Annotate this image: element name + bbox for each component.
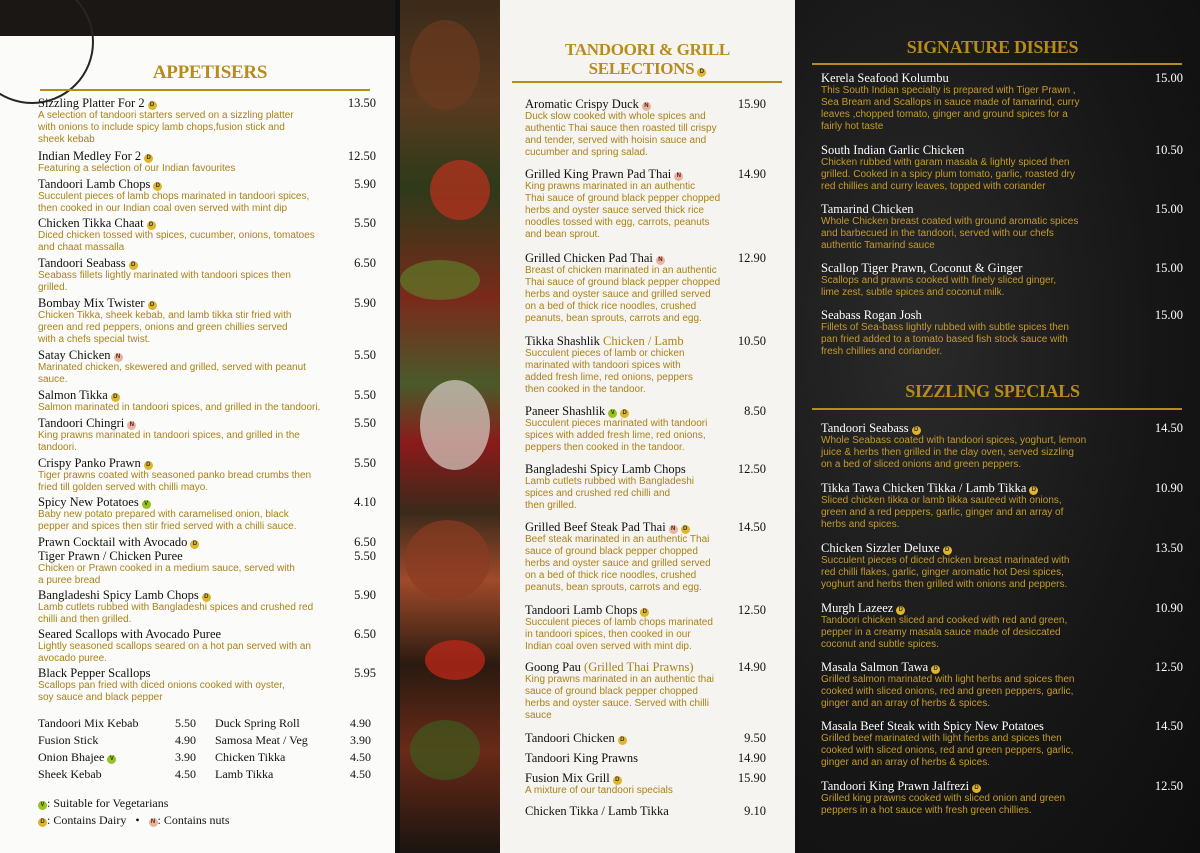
menu-item-name: Grilled Beef Steak Pad Thai N D <box>525 520 766 534</box>
menu-item <box>821 421 1183 471</box>
menu-item-name: Spicy New Potatoes V <box>38 495 376 509</box>
menu-item-name: Crispy Panko Prawn D <box>38 456 376 470</box>
menu-item-price: 14.50 <box>1154 421 1183 435</box>
menu-item-name: Tandoori King Prawns <box>525 751 639 765</box>
menu-item-description: herbs and oyster sauce and grilled served <box>525 289 711 300</box>
menu-item-description: Fillets of Sea-bass lightly rubbed with subtle spices then <box>821 322 1069 333</box>
signature-title: SIGNATURE DISHES <box>906 37 1079 57</box>
menu-item-description: then grilled. <box>525 500 577 511</box>
mini-item-name: Chicken Tikka <box>215 750 286 764</box>
appetisers-title: APPETISERS <box>152 62 268 83</box>
menu-item-description: Salmon marinated in tandoori spices, and grilled in the tandoori. <box>38 402 321 413</box>
dairy-icon: D <box>148 301 157 310</box>
menu-item-name: Goong Pau (Grilled Thai Prawns) <box>525 660 694 674</box>
menu-item-price: 5.90 <box>354 177 376 191</box>
menu-item-name: Bombay Mix Twister D <box>38 296 376 310</box>
menu-item-description: Tiger prawns coated with seasoned panko bread crumbs then <box>38 470 312 481</box>
menu-item-description: cooked with sliced onions, red and green peppers, garlic, <box>821 745 1074 756</box>
menu-item-name: Seabass Rogan Josh <box>821 308 922 322</box>
mini-item-name: Duck Spring Roll <box>215 716 300 730</box>
food-photo-strip <box>400 0 500 853</box>
mini-item-price: 4.90 <box>175 733 196 747</box>
menu-item-description: pan fried added to a tomato based fish stock sauce with <box>821 334 1068 345</box>
menu-item-description: Sea Bream and Scallops in sauce made of tamarind, curry <box>821 97 1080 108</box>
mini-item-name: Tandoori Mix Kebab <box>38 716 139 730</box>
dairy-icon: D <box>144 461 153 470</box>
tandoori-title: TANDOORI & GRILL SELECTIONS D <box>565 40 730 78</box>
menu-item-description: Baby new potato prepared with caramelised onion, black <box>38 509 289 520</box>
menu-item <box>821 143 1183 193</box>
menu-item <box>38 666 376 704</box>
menu-item-description: on a bed of thick rice noodles, crushed <box>525 301 697 312</box>
menu-item <box>525 334 766 396</box>
menu-item-price: 15.90 <box>737 97 766 111</box>
nuts-icon: N <box>656 256 665 265</box>
dairy-icon: D <box>38 818 47 827</box>
menu-item-description: and chaat massalla <box>38 242 125 253</box>
menu-item-description: and bean sprout. <box>525 229 601 240</box>
menu-item-description: leaves ,chopped tomato, ginger and ground spices for a <box>821 109 1068 120</box>
nuts-icon: N <box>674 172 683 181</box>
mini-item-price: 4.50 <box>175 767 196 781</box>
dairy-icon: D <box>931 665 940 674</box>
legend-allergens: D : Contains Dairy • N : Contains nuts <box>38 813 230 828</box>
menu-item-description: Lamb cutlets rubbed with Bangladeshi spices and crushed red <box>38 602 314 613</box>
menu-item <box>525 804 766 818</box>
menu-item-description: coconut and subtle spices. <box>821 639 939 650</box>
menu-item-name: Black Pepper Scallops <box>38 666 151 680</box>
menu-item-price: 10.90 <box>1154 601 1183 615</box>
menu-item-description: spices and crushed red chilli and <box>525 488 671 499</box>
menu-item-description: Beef steak marinated in an authentic Thai <box>525 534 710 545</box>
vegetarian-icon: V <box>142 500 151 509</box>
menu-item-description: Chicken or Prawn cooked in a medium sauce, served with <box>38 563 295 574</box>
menu-item <box>821 202 1183 252</box>
sizzling-title-rule <box>812 408 1182 410</box>
menu-item-description: yoghurt and herbs then grilled with onions and peppers. <box>821 579 1068 590</box>
menu-item-description: on a bed of thick rice noodles, crushed <box>525 570 697 581</box>
tandoori-grill-panel <box>500 0 795 853</box>
dairy-icon: D <box>896 606 905 615</box>
menu-item <box>525 660 766 722</box>
menu-item-description: sauce. <box>38 374 68 385</box>
menu-item <box>38 549 376 587</box>
menu-item-description: avocado puree. <box>38 653 107 664</box>
menu-item-description: Lightly seasoned scallops seared on a hot pan served with an <box>38 641 311 652</box>
menu-item <box>821 779 1183 817</box>
mini-item-price: 3.90 <box>175 750 196 764</box>
menu-item-name: Paneer Shashlik V D <box>525 404 766 418</box>
menu-item-description: with onions to include spicy lamb chops,fusion stick and <box>38 122 285 133</box>
menu-item-price: 4.10 <box>354 495 376 509</box>
menu-item-price: 5.50 <box>354 549 376 563</box>
menu-item-name: Masala Beef Steak with Spicy New Potatoes <box>821 719 1044 733</box>
menu-item-name: Bangladeshi Spicy Lamb Chops <box>525 462 686 476</box>
menu-item <box>38 296 376 346</box>
menu-item-description: herbs and oyster sauce served thick rice <box>525 205 704 216</box>
nuts-icon: N <box>669 525 678 534</box>
mini-item-price: 5.50 <box>175 716 196 730</box>
menu-item-price: 12.50 <box>347 149 376 163</box>
menu-item-price: 6.50 <box>354 256 376 270</box>
menu-item <box>525 404 766 454</box>
menu-item-description: Succulent pieces of diced chicken breast marinated with <box>821 555 1070 566</box>
menu-item-description: Scallops pan fried with diced onions cooked with oyster, <box>38 680 285 691</box>
menu-item-description: This South Indian specialty is prepared with Tiger Prawn , <box>821 85 1076 96</box>
menu-item-price: 12.50 <box>737 462 766 476</box>
menu-item-description: sauce of ground black pepper chopped <box>525 546 698 557</box>
menu-item-name: Tandoori Seabass D <box>38 256 376 270</box>
menu-item-description: Thai sauce of ground black pepper chopped <box>525 277 721 288</box>
menu-item-price: 5.50 <box>354 416 376 430</box>
menu-item-description: authentic Thai sauce then roasted till crispy <box>525 123 717 134</box>
menu-item-description: Grilled salmon marinated with light herbs and spices then <box>821 674 1075 685</box>
menu-item-description: Whole Seabass coated with tandoori spices, yoghurt, lemon <box>821 435 1087 446</box>
dairy-icon: D <box>111 393 120 402</box>
appetisers-panel <box>0 0 395 853</box>
dairy-icon: D <box>144 154 153 163</box>
menu-item-description: Seabass fillets lightly marinated with tandoori spices then <box>38 270 291 281</box>
menu-item-description: grilled. <box>38 282 68 293</box>
menu-item-description: sauce <box>525 710 552 721</box>
menu-item <box>821 541 1183 591</box>
mini-item-price: 4.50 <box>350 767 371 781</box>
menu-item-price: 15.00 <box>1154 71 1183 85</box>
menu-item-description: added fresh lime, red onions, peppers <box>525 372 693 383</box>
menu-item-name: Chicken Sizzler Deluxe D <box>821 541 1183 555</box>
mini-item-price: 4.90 <box>350 716 371 730</box>
menu-item-name: Indian Medley For 2 D <box>38 149 376 163</box>
menu-item-price: 6.50 <box>354 535 376 549</box>
menu-item-description: pepper in a creamy masala sauce made of desiccated <box>821 627 1061 638</box>
menu-item-description: Breast of chicken marinated in an authentic <box>525 265 717 276</box>
menu-item-description: A mixture of our tandoori specials <box>525 785 673 796</box>
menu-item-description: Succulent pieces of lamb chops marinated in tandoori spices, <box>38 191 310 202</box>
menu-item-name: Masala Salmon Tawa D <box>821 660 1183 674</box>
menu-item-description: Duck slow cooked with whole spices and <box>525 111 706 122</box>
menu-item <box>821 719 1183 769</box>
menu-item <box>38 348 376 386</box>
menu-item-description: Whole Chicken breast coated with ground aromatic spices <box>821 216 1079 227</box>
dairy-icon: D <box>148 101 157 110</box>
menu-item <box>38 256 376 294</box>
menu-item-description: juice & herbs then grilled in the clay oven, served sizzling <box>821 447 1074 458</box>
menu-item-price: 14.90 <box>737 751 766 765</box>
mini-item-name: Lamb Tikka <box>215 767 274 781</box>
menu-item <box>38 216 376 254</box>
menu-item <box>38 456 376 494</box>
menu-item-name: Prawn Cocktail with Avocado D <box>38 535 376 549</box>
mini-item-name: Sheek Kebab <box>38 767 102 781</box>
dairy-icon: D <box>129 261 138 270</box>
menu-item-price: 10.50 <box>1154 143 1183 157</box>
menu-item-description: Scallops and prawns cooked with finely sliced ginger, <box>821 275 1057 286</box>
menu-item-description: Succulent pieces of lamb or chicken <box>525 348 685 359</box>
menu-item-description: Featuring a selection of our Indian favourites <box>38 163 236 174</box>
menu-item-name: South Indian Garlic Chicken <box>821 143 965 157</box>
menu-item-price: 12.50 <box>737 603 766 617</box>
menu-item-description: King prawns marinated in an authentic thai <box>525 674 715 685</box>
nuts-icon: N <box>114 353 123 362</box>
menu-item-description: cooked with sliced onions, red and green peppers, garlic, <box>821 686 1074 697</box>
menu-item-price: 15.90 <box>737 771 766 785</box>
menu-item-price: 5.50 <box>354 388 376 402</box>
menu-item-description: lime zest, subtle spices and coconut milk. <box>821 287 1005 298</box>
menu-item-price: 9.10 <box>744 804 766 818</box>
menu-item-price: 5.50 <box>354 216 376 230</box>
menu-item-description: Indian coal oven served with mint dip. <box>525 641 692 652</box>
menu-item-price: 5.50 <box>354 348 376 362</box>
menu-item <box>38 416 376 454</box>
menu-item-description: fried till golden served with chilli mayo. <box>38 482 209 493</box>
vegetarian-icon: V <box>38 801 47 810</box>
menu-item <box>38 627 376 665</box>
menu-item-description: Grilled king prawns cooked with sliced onion and green <box>821 793 1066 804</box>
mini-item-price: 3.90 <box>350 733 371 747</box>
nuts-icon: N <box>127 421 136 430</box>
menu-item-description: then cooked in our Indian coal oven served with mint dip <box>38 203 288 214</box>
menu-item <box>38 535 376 549</box>
menu-item-price: 14.90 <box>737 660 766 674</box>
menu-item-price: 10.90 <box>1154 481 1183 495</box>
menu-item-price: 5.90 <box>354 588 376 602</box>
menu-item-name: Tikka Shashlik Chicken / Lamb <box>525 334 684 348</box>
menu-item-price: 10.50 <box>737 334 766 348</box>
menu-item-price: 15.00 <box>1154 261 1183 275</box>
menu-item-name: Tandoori Lamb Chops D <box>525 603 766 617</box>
menu-item <box>821 308 1183 358</box>
menu-item <box>525 462 766 512</box>
menu-item-description: Chicken rubbed with garam masala & lightly spiced then <box>821 157 1070 168</box>
menu-item-description: authentic Tamarind sauce <box>821 240 935 251</box>
signature-panel <box>795 0 1200 853</box>
menu-item-description: sheek kebab <box>38 134 95 145</box>
menu-item-description: Lamb cutlets rubbed with Bangladeshi <box>525 476 694 487</box>
menu-item <box>821 261 1183 299</box>
menu-item-price: 14.50 <box>737 520 766 534</box>
menu-item-description: herbs and oyster sauce and grilled served <box>525 558 711 569</box>
menu-item-price: 5.95 <box>354 666 376 680</box>
menu-item-description: ginger and an array of herbs & spices. <box>821 698 990 709</box>
mini-item-name: Samosa Meat / Veg <box>215 733 308 747</box>
menu-item-name: Salmon Tikka D <box>38 388 376 402</box>
menu-item <box>38 588 376 626</box>
menu-item-description: noodles tossed with egg, carrots, peanuts <box>525 217 710 228</box>
menu-item-description: peppers then cooked in the tandoor. <box>525 442 685 453</box>
menu-item-name: Seared Scallops with Avocado Puree <box>38 627 222 641</box>
menu-item-description: Diced chicken tossed with spices, cucumber, onions, tomatoes <box>38 230 315 241</box>
menu-item-price: 9.50 <box>744 731 766 745</box>
menu-item-description: with a chefs special twist. <box>38 334 151 345</box>
dairy-icon: D <box>912 426 921 435</box>
menu-item-description: red chilli flakes, garlic, ginger aromatic hot Desi spices, <box>821 567 1064 578</box>
menu-item-name: Scallop Tiger Prawn, Coconut & Ginger <box>821 261 1023 275</box>
menu-item <box>525 731 766 745</box>
menu-item-description: spices with added fresh lime, red onions, <box>525 430 706 441</box>
menu-item-description: Sliced chicken tikka or lamb tikka sauteed with onions, <box>821 495 1062 506</box>
menu-item-description: in tandoori spices, then cooked in our <box>525 629 691 640</box>
sizzling-title: SIZZLING SPECIALS <box>905 381 1080 401</box>
mini-item-name: Onion Bhajee V <box>38 750 116 765</box>
menu-item-description: a puree bread <box>38 575 101 586</box>
menu-item-name: Aromatic Crispy Duck N <box>525 97 766 111</box>
menu-item-price: 8.50 <box>744 404 766 418</box>
menu-item-description: King prawns marinated in an authentic <box>525 181 696 192</box>
menu-item <box>821 71 1183 133</box>
menu-item-description: tandoori. <box>38 442 77 453</box>
menu-item-price: 12.90 <box>737 251 766 265</box>
menu-item-description: green and a red peppers, garlic, ginger and an array of <box>821 507 1064 518</box>
menu-item <box>525 751 766 765</box>
menu-item-name: Murgh Lazeez D <box>821 601 1183 615</box>
dairy-icon: D <box>681 525 690 534</box>
vegetarian-icon: V <box>608 409 617 418</box>
menu-item <box>821 660 1183 710</box>
menu-item-description: fresh chillies and coriander. <box>821 346 943 357</box>
menu-item-name: Fusion Mix Grill D <box>525 771 766 785</box>
menu-item-description: Succulent pieces marinated with tandoori <box>525 418 708 429</box>
menu-item-description: Succulent pieces of lamb chops marinated <box>525 617 713 628</box>
menu-item-price: 15.00 <box>1154 202 1183 216</box>
menu-item-description: peanuts, bean sprouts, carrots and egg. <box>525 582 702 593</box>
signature-title-rule <box>812 63 1182 65</box>
menu-item-description: red chillies and curry leaves, topped with coriander <box>821 181 1046 192</box>
nuts-icon: N <box>149 818 158 827</box>
nuts-icon: N <box>642 102 651 111</box>
menu-item-description: grilled. Cooked in a spicy plum tomato, garlic, roasted dry <box>821 169 1076 180</box>
dairy-icon: D <box>620 409 629 418</box>
dairy-icon: D <box>697 68 706 77</box>
menu-item <box>525 603 766 653</box>
menu-item-name: Tikka Tawa Chicken Tikka / Lamb Tikka D <box>821 481 1183 495</box>
dairy-icon: D <box>972 784 981 793</box>
menu-item-name: Tandoori Lamb Chops D <box>38 177 376 191</box>
menu-item-description: Marinated chicken, skewered and grilled, served with peanut <box>38 362 306 373</box>
menu-item-name: Chicken Tikka / Lamb Tikka <box>525 804 669 818</box>
menu-item-price: 5.50 <box>354 456 376 470</box>
menu-item-name: Bangladeshi Spicy Lamb Chops D <box>38 588 376 602</box>
menu-item-price: 13.50 <box>347 96 376 110</box>
menu-item-description: herbs and spices. <box>821 519 900 530</box>
menu-item <box>38 388 376 414</box>
menu-item-name: Tandoori Chicken D <box>525 731 766 745</box>
menu-item-description: King prawns marinated in tandoori spices, and grilled in the <box>38 430 300 441</box>
menu-item <box>525 771 766 797</box>
menu-item-description: and barbecued in the tandoori, served with our chefs <box>821 228 1054 239</box>
menu-item-name: Grilled Chicken Pad Thai N <box>525 251 766 265</box>
dairy-icon: D <box>153 182 162 191</box>
menu-item-name: Tandoori Seabass D <box>821 421 1183 435</box>
menu-item <box>821 601 1183 651</box>
menu-item-description: green and red peppers, onions and green chillies served <box>38 322 288 333</box>
menu-item-name: Sizzling Platter For 2 D <box>38 96 376 110</box>
menu-item-name: Tiger Prawn / Chicken Puree <box>38 549 183 563</box>
mini-item-name: Fusion Stick <box>38 733 99 747</box>
menu-item-description: Tandoori chicken sliced and cooked with red and green, <box>821 615 1068 626</box>
dairy-icon: D <box>147 221 156 230</box>
menu-item-description: peppers in a hot sauce with fresh green chillies. <box>821 805 1032 816</box>
menu-item-description: marinated with tandoori spices with <box>525 360 681 371</box>
menu-item <box>38 177 376 215</box>
dairy-icon: D <box>943 546 952 555</box>
vegetarian-icon: V <box>107 755 116 764</box>
menu-item <box>38 149 376 175</box>
menu-item-description: cucumber and spring salad. <box>525 147 648 158</box>
menu-item-name: Tandoori King Prawn Jalfrezi D <box>821 779 1183 793</box>
menu-item-price: 13.50 <box>1154 541 1183 555</box>
menu-item-price: 5.90 <box>354 296 376 310</box>
menu-item-description: A selection of tandoori starters served on a sizzling platter <box>38 110 294 121</box>
menu-item-description: Grilled beef marinated with light herbs and spices then <box>821 733 1062 744</box>
menu-item-price: 15.00 <box>1154 308 1183 322</box>
menu-item-name: Grilled King Prawn Pad Thai N <box>525 167 766 181</box>
menu-item <box>525 167 766 241</box>
dairy-icon: D <box>640 608 649 617</box>
appetisers-title-rule <box>40 89 370 91</box>
menu-item-description: and tender, served with hoisin sauce and <box>525 135 707 146</box>
menu-item <box>38 96 376 146</box>
menu-item-description: Chicken Tikka, sheek kebab, and lamb tikka stir fried with <box>38 310 292 321</box>
menu-item-name: Kerela Seafood Kolumbu <box>821 71 949 85</box>
menu-item <box>525 251 766 325</box>
menu-item-name: Chicken Tikka Chaat D <box>38 216 376 230</box>
menu-item-description: then cooked in the tandoor. <box>525 384 646 395</box>
dairy-icon: D <box>613 776 622 785</box>
legend-vegetarian: V : Suitable for Vegetarians <box>38 796 168 811</box>
menu-item <box>525 520 766 594</box>
menu-item-description: pepper and spices then stir fried served with a chilli sauce. <box>38 521 297 532</box>
dairy-icon: D <box>202 593 211 602</box>
menu-item-description: peanuts, bean sprouts, carrots and egg. <box>525 313 702 324</box>
tandoori-title-rule <box>512 81 782 83</box>
menu-item-description: on a bed of sliced onions and green peppers. <box>821 459 1022 470</box>
menu-item-price: 6.50 <box>354 627 376 641</box>
menu-item-description: sauce of ground black pepper chopped <box>525 686 698 697</box>
menu-item <box>525 97 766 159</box>
menu-item <box>38 495 376 533</box>
dairy-icon: D <box>618 736 627 745</box>
menu-item-name: Tandoori Chingri N <box>38 416 376 430</box>
menu-item-description: herbs and oyster sauce. Served with chilli <box>525 698 709 709</box>
menu-item-description: fairly hot taste <box>821 121 884 132</box>
mini-item-price: 4.50 <box>350 750 371 764</box>
dairy-icon: D <box>190 540 199 549</box>
menu-item-price: 12.50 <box>1154 779 1183 793</box>
menu-item-description: chilli and then grilled. <box>38 614 132 625</box>
menu-item-name: Satay Chicken N <box>38 348 376 362</box>
menu-item <box>821 481 1183 531</box>
menu-item-price: 12.50 <box>1154 660 1183 674</box>
dairy-icon: D <box>1029 486 1038 495</box>
menu-item-description: ginger and an array of herbs & spices. <box>821 757 990 768</box>
menu-item-description: Thai sauce of ground black pepper chopped <box>525 193 721 204</box>
menu-item-description: soy sauce and black pepper <box>38 692 163 703</box>
menu-item-name: Tamarind Chicken <box>821 202 914 216</box>
menu-item-price: 14.90 <box>737 167 766 181</box>
menu-item-price: 14.50 <box>1154 719 1183 733</box>
